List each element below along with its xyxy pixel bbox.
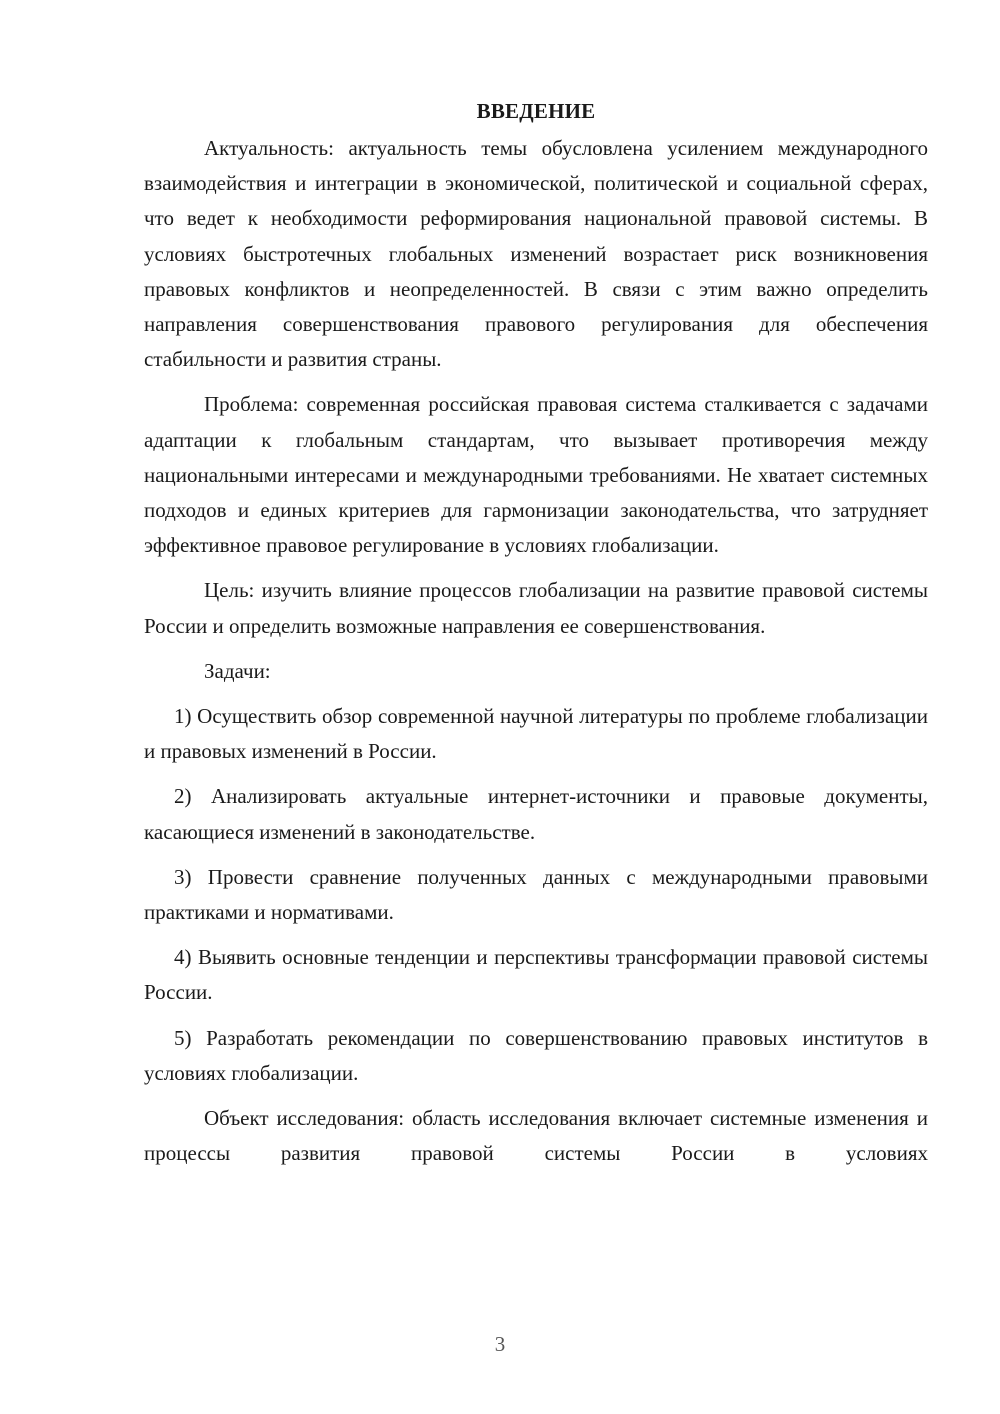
tasks-heading: Задачи:: [204, 658, 271, 683]
goal-paragraph: Цель: изучить влияние процессов глобализации на развитие правовой системы России и определить возможные направления ее совершенствования.: [144, 578, 928, 638]
problem-paragraph: Проблема: современная российская правовая система сталкивается с задачами адаптации к глобальным стандартам, что вызывает противоречия между национальными интересами и международными требованиями. Не хватает системных подходов и единых критериев для гармонизации законодательства, что затрудняет эффективное правовое регулирование в условиях глобализации.: [144, 392, 928, 558]
page-number: 3: [494, 1332, 506, 1356]
task-item: 1) Осуществить обзор современной научной литературы по проблеме глобализации и правовых изменений в России.: [144, 704, 928, 764]
section-title: ВВЕДЕНИЕ: [476, 99, 596, 123]
document-page: [144, 94, 928, 1181]
task-item: 2) Анализировать актуальные интернет-источники и правовые документы, касающиеся изменений в законодательстве.: [144, 784, 928, 844]
task-item: 3) Провести сравнение полученных данных с международными правовыми практиками и нормативами.: [144, 864, 928, 925]
relevance-paragraph: Актуальность: актуальность темы обусловлена усилением международного взаимодействия и интеграции в экономической, политической и социальной сферах, что ведет к необходимости реформирования национальной правовой системы. В условиях быстротечных глобальных изменений возрастает риск возникновения правовых конфликтов и неопределенностей. В связи с этим важно определить направления совершенствования правового регулирования для обеспечения стабильности и развития страны.: [144, 136, 928, 372]
task-item: 4) Выявить основные тенденции и перспективы трансформации правовой системы России.: [144, 945, 928, 1005]
task-item: 5) Разработать рекомендации по совершенствованию правовых институтов в условиях глобализации.: [144, 1025, 928, 1085]
object-paragraph: Объект исследования: область исследования включает системные изменения и процессы развития правовой системы России в условиях: [144, 1106, 928, 1166]
